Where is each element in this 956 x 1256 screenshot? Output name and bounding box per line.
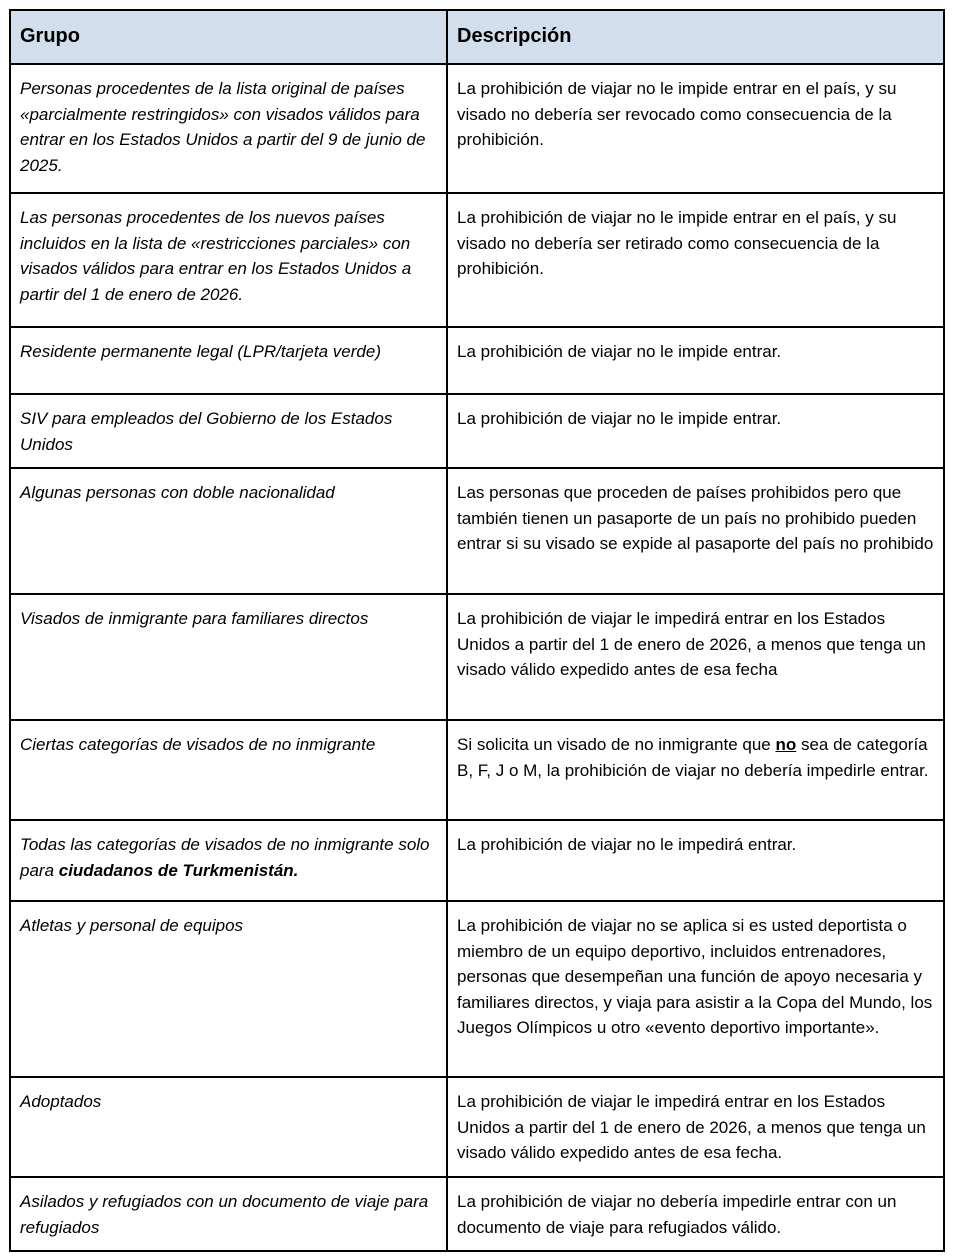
- group-cell: Atletas y personal de equipos: [10, 901, 447, 1077]
- description-cell: La prohibición de viajar no se aplica si es usted deportista o miembro de un equipo deportivo, incluidos entrenadores, personas que desempeñan una función de apoyo necesaria y familiares directos, y viaja para asistir a la Copa del Mundo, los Juegos Olímpicos u otro «evento deportivo importante».: [447, 901, 944, 1077]
- table-row: [10, 327, 944, 394]
- table-row: [10, 1077, 944, 1177]
- group-cell: Asilados y refugiados con un documento de viaje para refugiados: [10, 1177, 447, 1251]
- table-header-row: [10, 10, 944, 64]
- group-cell: Residente permanente legal (LPR/tarjeta verde): [10, 327, 447, 394]
- column-header-group: Grupo: [10, 10, 447, 64]
- table-row: [10, 1177, 944, 1251]
- group-cell: Algunas personas con doble nacionalidad: [10, 468, 447, 594]
- description-cell: La prohibición de viajar no debería impedirle entrar con un documento de viaje para refugiados válido.: [447, 1177, 944, 1251]
- description-cell: La prohibición de viajar no le impide entrar.: [447, 327, 944, 394]
- group-cell: Visados de inmigrante para familiares directos: [10, 594, 447, 720]
- description-text-after: sea de categoría B, F, J o M, la prohibición de viajar no debería impedirle entrar.: [457, 735, 929, 780]
- table-row: [10, 64, 944, 193]
- description-cell: La prohibición de viajar no le impedirá entrar.: [447, 820, 944, 901]
- description-cell: La prohibición de viajar le impedirá entrar en los Estados Unidos a partir del 1 de enero de 2026, a menos que tenga un visado válido expedido antes de esa fecha.: [447, 1077, 944, 1177]
- table-row: [10, 594, 944, 720]
- group-cell: SIV para empleados del Gobierno de los Estados Unidos: [10, 394, 447, 468]
- table-row: [10, 193, 944, 327]
- description-cell: Las personas que proceden de países prohibidos pero que también tienen un pasaporte de un país no prohibido pueden entrar si su visado se expide al pasaporte del país no prohibido: [447, 468, 944, 594]
- group-cell: [10, 820, 447, 901]
- description-cell: La prohibición de viajar no le impide entrar en el país, y su visado no debería ser revocado como consecuencia de la prohibición.: [447, 64, 944, 193]
- group-cell: Adoptados: [10, 1077, 447, 1177]
- table-row: [10, 720, 944, 820]
- description-cell: La prohibición de viajar no le impide entrar.: [447, 394, 944, 468]
- table-row: [10, 394, 944, 468]
- description-cell: La prohibición de viajar le impedirá entrar en los Estados Unidos a partir del 1 de enero de 2026, a menos que tenga un visado válido expedido antes de esa fecha: [447, 594, 944, 720]
- group-cell: Las personas procedentes de los nuevos países incluidos en la lista de «restricciones parciales» con visados válidos para entrar en los Estados Unidos a partir del 1 de enero de 2026.: [10, 193, 447, 327]
- group-text-before: Todas las categorías de visados de no inmigrante solo para: [20, 835, 430, 880]
- emphasis-turkmenistan: ciudadanos de Turkmenistán.: [58, 860, 299, 880]
- table-row: [10, 901, 944, 1077]
- description-cell: [447, 720, 944, 820]
- travel-ban-table: [9, 9, 945, 1252]
- description-text-before: Si solicita un visado de no inmigrante que: [457, 735, 776, 754]
- table-row: [10, 820, 944, 901]
- column-header-description: Descripción: [447, 10, 944, 64]
- emphasis-no: no: [775, 735, 797, 754]
- group-cell: Ciertas categorías de visados de no inmigrante: [10, 720, 447, 820]
- description-cell: La prohibición de viajar no le impide entrar en el país, y su visado no debería ser retirado como consecuencia de la prohibición.: [447, 193, 944, 327]
- group-cell: Personas procedentes de la lista original de países «parcialmente restringidos» con visados válidos para entrar en los Estados Unidos a partir del 9 de junio de 2025.: [10, 64, 447, 193]
- table-row: [10, 468, 944, 594]
